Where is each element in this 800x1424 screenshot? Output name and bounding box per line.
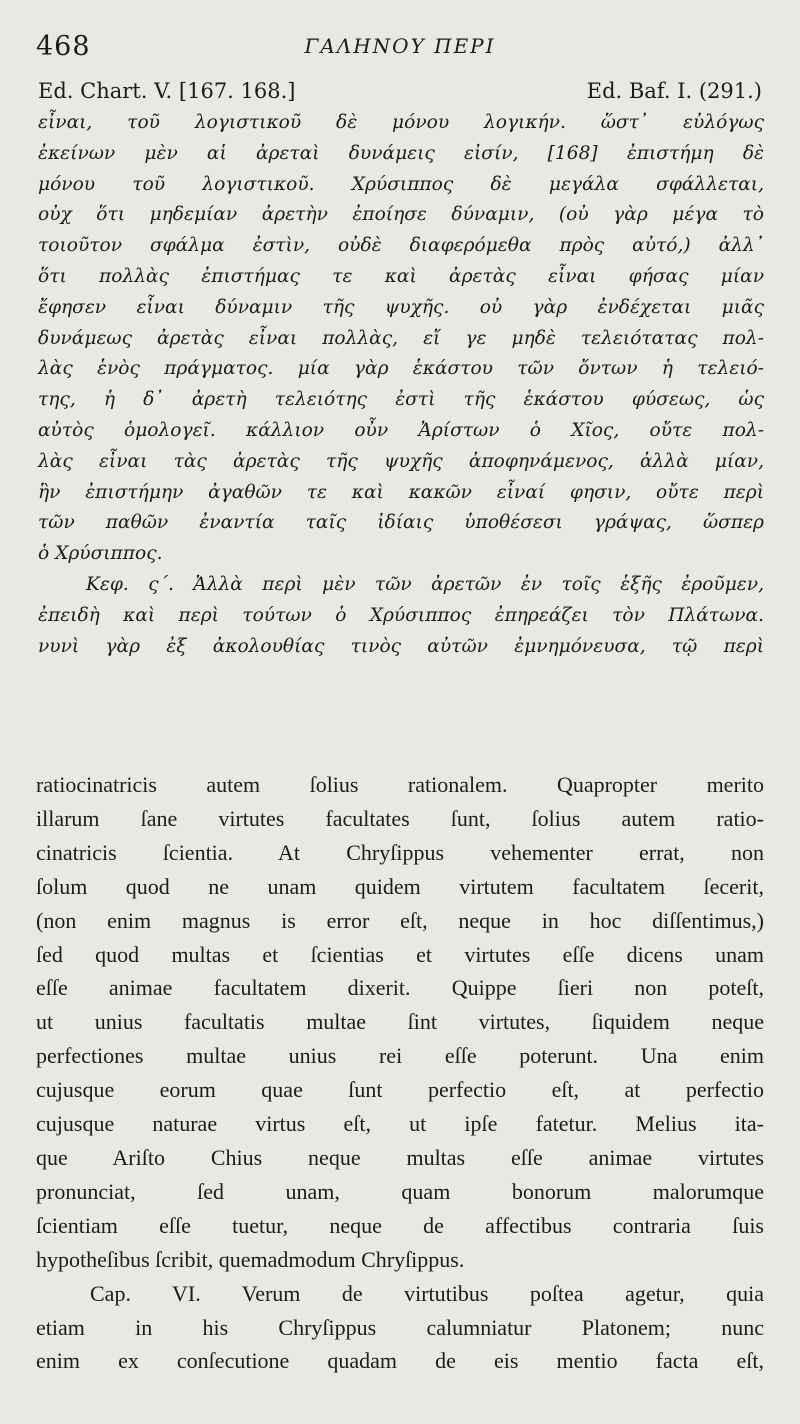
greek-line: τῶν παθῶν ἐναντία ταῖς ἰδίαις ὑποθέσεσι γράψας, ὥσπερ xyxy=(38,512,764,534)
edition-right: Ed. Baf. I. (291.) xyxy=(586,79,762,103)
greek-line: ὅτι πολλὰς ἐπιστήμας τε καὶ ἀρετὰς εἶναι φήσας μίαν xyxy=(38,265,764,287)
greek-line: ἣν ἐπιστήμην ἀγαθῶν τε καὶ κακῶν εἶναί φησιν, οὔτε περὶ xyxy=(38,481,764,503)
greek-text xyxy=(38,108,764,662)
greek-line: ὁ Χρύσιππος. xyxy=(38,543,163,565)
page-number: 468 xyxy=(36,30,91,62)
page-header xyxy=(36,26,764,66)
greek-line: Κεφ. ς΄. Ἀλλὰ περὶ μὲν τῶν ἀρετῶν ἐν τοῖς ἑξῆς ἐροῦμεν, xyxy=(86,573,764,595)
greek-line: ἐπειδὴ καὶ περὶ τούτων ὁ Χρύσιππος ἐπηρεάζει τὸν Πλάτωνα. xyxy=(38,604,764,626)
latin-line: ut unius facultatis multae ſint virtutes, ſiquidem neque xyxy=(36,1009,764,1035)
latin-line: ſed quod multas et ſcientias et virtutes eſſe dicens unam xyxy=(36,941,764,967)
greek-line: ἐκείνων μὲν αἱ ἀρεταὶ δυνάμεις εἰσίν, [168] ἐπιστήμη δὲ xyxy=(38,142,764,164)
greek-line: λὰς εἶναι τὰς ἀρετὰς τῆς ψυχῆς ἀποφηνάμενος, ἀλλὰ μίαν, xyxy=(38,450,764,472)
greek-line: της, ἡ δ᾽ ἀρετὴ τελειότης ἐστὶ τῆς ἑκάστου φύσεως, ὡς xyxy=(38,389,764,411)
edition-reference-line xyxy=(38,76,762,106)
greek-line: λὰς ἑνὸς πράγματος. μία γὰρ ἑκάστου τῶν ὄντων ἡ τελειό- xyxy=(38,358,764,380)
latin-line: ſcientiam eſſe tuetur, neque de affectibus contraria ſuis xyxy=(36,1212,764,1238)
latin-line: ratiocinatricis autem ſolius rationalem. Quapropter merito xyxy=(36,772,764,797)
latin-line: pronunciat, ſed unam, quam bonorum malorumque xyxy=(36,1178,764,1204)
latin-line: perfectiones multae unius rei eſſe poterunt. Una enim xyxy=(36,1043,764,1069)
latin-line: eſſe animae facultatem dixerit. Quippe ſieri non poteſt, xyxy=(36,975,764,1001)
latin-line: que Ariſto Chius neque multas eſſe animae virtutes xyxy=(36,1144,764,1170)
greek-line: δυνάμεως ἀρετὰς εἶναι πολλὰς, εἴ γε μηδὲ τελειότατας πολ- xyxy=(38,327,764,349)
latin-line: hypotheſibus ſcribit, quemadmodum Chryſippus. xyxy=(36,1246,465,1272)
latin-line: cinatricis ſcientia. At Chryſippus vehementer errat, non xyxy=(36,839,764,865)
latin-line: (non enim magnus is error eſt, neque in hoc diſſentimus,) xyxy=(36,907,764,933)
greek-line: οὐχ ὅτι μηδεμίαν ἀρετὴν ἐποίησε δύναμιν, (οὐ γὰρ μέγα τὸ xyxy=(38,204,764,226)
latin-text xyxy=(36,768,764,1378)
latin-line: etiam in his Chryſippus calumniatur Platonem; nunc xyxy=(36,1314,764,1340)
greek-line: ἔφησεν εἶναι δύναμιν τῆς ψυχῆς. οὐ γὰρ ἐνδέχεται μιᾶς xyxy=(38,296,764,318)
greek-line: μόνου τοῦ λογιστικοῦ. Χρύσιππος δὲ μεγάλα σφάλλεται, xyxy=(38,173,764,195)
greek-line: νυνὶ γὰρ ἐξ ἀκολουθίας τινὸς αὐτῶν ἐμνημόνευσα, τῷ περὶ xyxy=(38,635,764,657)
greek-line: αὐτὸς ὁμολογεῖ. κάλλιον οὖν Ἀρίστων ὁ Χῖος, οὔτε πολ- xyxy=(38,419,764,441)
latin-line: Cap. VI. Verum de virtutibus poſtea agetur, quia xyxy=(90,1280,764,1306)
greek-line: εἶναι, τοῦ λογιστικοῦ δὲ μόνου λογικήν. ὥστ᾽ εὐλόγως xyxy=(38,112,764,133)
latin-line: enim ex conſecutione quadam de eis mentio facta eſt, xyxy=(36,1348,764,1374)
latin-line: cujusque naturae virtus eſt, ut ipſe fatetur. Melius ita- xyxy=(36,1111,764,1137)
latin-line: ſolum quod ne unam quidem virtutem facultatem ſecerit, xyxy=(36,873,764,899)
latin-line: illarum ſane virtutes facultates ſunt, ſolius autem ratio- xyxy=(36,805,764,831)
running-title: ΓΑΛΗΝΟΥ ΠΕΡΙ xyxy=(304,34,496,58)
greek-line: τοιοῦτον σφάλμα ἐστὶν, οὐδὲ διαφερόμεθα πρὸς αὐτό,) ἀλλ᾽ xyxy=(38,235,764,257)
latin-line: cujusque eorum quae ſunt perfectio eſt, at perfectio xyxy=(36,1077,764,1103)
edition-left: Ed. Chart. V. [167. 168.] xyxy=(38,79,296,103)
